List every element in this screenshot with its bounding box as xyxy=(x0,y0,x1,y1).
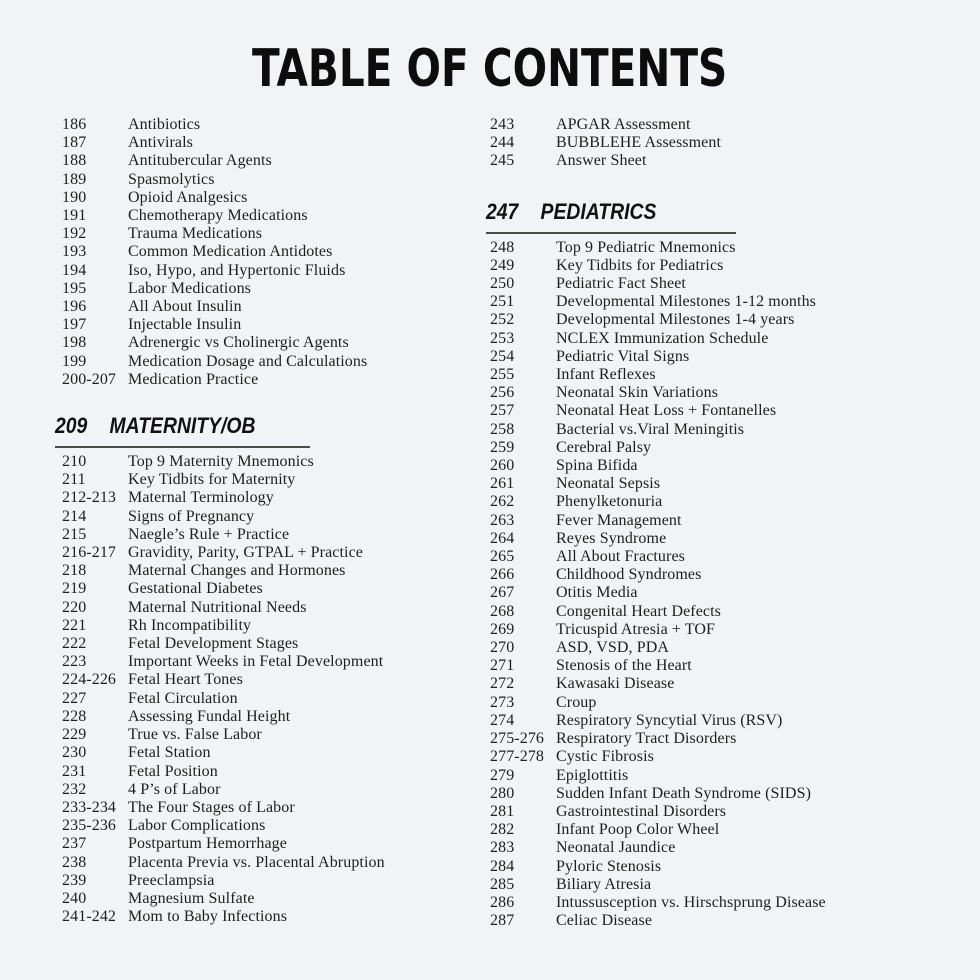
toc-entry-pages: 283 xyxy=(490,839,515,857)
toc-entry-title: Pediatric Vital Signs xyxy=(556,347,690,365)
toc-entry xyxy=(62,489,472,507)
toc-entry xyxy=(490,366,952,384)
toc-entry-pages: 219 xyxy=(62,580,87,598)
toc-entry-pages: 194 xyxy=(62,261,87,279)
toc-entry xyxy=(62,526,472,544)
toc-entry-title: Trauma Medications xyxy=(128,225,263,243)
toc-entry-title: Answer Sheet xyxy=(556,152,647,170)
toc-entry-title: Neonatal Skin Variations xyxy=(556,384,719,402)
toc-entry-title: Key Tidbits for Pediatrics xyxy=(556,256,724,274)
toc-entry-pages: 195 xyxy=(62,279,87,297)
toc-entry-title: Labor Medications xyxy=(128,279,251,297)
toc-entry-title: Developmental Milestones 1-4 years xyxy=(556,311,795,329)
toc-entry xyxy=(490,603,952,621)
toc-entry xyxy=(62,781,472,799)
toc-entry xyxy=(490,912,952,930)
toc-entry-title: Developmental Milestones 1-12 months xyxy=(556,293,817,311)
toc-entry xyxy=(490,748,952,766)
toc-entry-pages: 191 xyxy=(62,207,87,225)
toc-entry-pages: 232 xyxy=(62,780,87,798)
toc-entry-title: ASD, VSD, PDA xyxy=(556,639,670,657)
toc-entry xyxy=(62,262,472,280)
toc-entry-pages: 186 xyxy=(62,116,87,133)
toc-entry xyxy=(490,548,952,566)
toc-entry-title: Fetal Station xyxy=(128,744,211,762)
toc-entry-pages: 197 xyxy=(62,316,87,334)
toc-entry-title: Neonatal Sepsis xyxy=(556,475,661,493)
toc-entry-title: The Four Stages of Labor xyxy=(128,798,295,816)
toc-entry-pages: 214 xyxy=(62,507,87,525)
toc-entry-pages: 215 xyxy=(62,525,87,543)
toc-entry-pages: 261 xyxy=(490,475,515,493)
toc-entry-pages: 250 xyxy=(490,275,515,293)
toc-entry-pages: 264 xyxy=(490,529,515,547)
toc-entry-title: Antibiotics xyxy=(128,116,201,133)
toc-entry xyxy=(490,475,952,493)
toc-entry xyxy=(62,508,472,526)
toc-entry-title: All About Fractures xyxy=(556,548,685,566)
toc-entry xyxy=(62,171,472,189)
toc-entry-title: Gestational Diabetes xyxy=(128,580,263,598)
toc-entry-title: Infant Reflexes xyxy=(556,366,656,384)
toc-entry-title: Maternal Changes and Hormones xyxy=(128,562,346,580)
toc-entry xyxy=(490,116,952,134)
section-title: MATERNITY/OB xyxy=(109,413,256,439)
toc-entry xyxy=(62,152,472,170)
toc-entry-title: Key Tidbits for Maternity xyxy=(128,471,296,489)
toc-entry-title: Naegle’s Rule + Practice xyxy=(128,525,290,543)
toc-entry-pages: 251 xyxy=(490,293,515,311)
toc-entry-title: Respiratory Syncytial Virus (RSV) xyxy=(556,711,783,729)
toc-entry-pages: 229 xyxy=(62,726,87,744)
toc-entry xyxy=(490,493,952,511)
toc-entry-pages: 272 xyxy=(490,675,515,693)
toc-entry xyxy=(490,657,952,675)
toc-entry xyxy=(62,763,472,781)
toc-entry-title: Kawasaki Disease xyxy=(556,675,675,693)
toc-entry-pages: 211 xyxy=(62,471,86,489)
toc-entry xyxy=(62,353,472,371)
toc-entry-title: Epiglottitis xyxy=(556,766,629,784)
toc-entry xyxy=(490,512,952,530)
toc-entry xyxy=(490,530,952,548)
toc-entry-pages: 280 xyxy=(490,784,515,802)
toc-entry-title: BUBBLEHE Assessment xyxy=(556,134,722,152)
toc-entry-title: Fetal Heart Tones xyxy=(128,671,243,689)
toc-entry-pages: 212-213 xyxy=(62,489,117,507)
toc-entry-title: Celiac Disease xyxy=(556,912,653,930)
toc-entry xyxy=(490,330,952,348)
section-header-text xyxy=(55,413,279,439)
toc-entry-title: Top 9 Pediatric Mnemonics xyxy=(556,238,736,256)
toc-entry-title: Medication Practice xyxy=(128,370,259,388)
toc-entry-title: Signs of Pregnancy xyxy=(128,507,255,525)
toc-entry-title: Neonatal Heat Loss + Fontanelles xyxy=(556,402,777,420)
toc-entry-title: Injectable Insulin xyxy=(128,316,242,334)
toc-entry-pages: 255 xyxy=(490,366,515,384)
toc-entry xyxy=(490,384,952,402)
toc-entry-title: 4 P’s of Labor xyxy=(128,780,221,798)
toc-entry-title: Fetal Position xyxy=(128,762,218,780)
toc-entry-pages: 192 xyxy=(62,225,87,243)
toc-column-left xyxy=(55,116,472,926)
toc-entry-pages: 239 xyxy=(62,871,87,889)
toc-entry-title: Assessing Fundal Height xyxy=(128,707,291,725)
toc-entry-pages: 248 xyxy=(490,238,515,256)
toc-entry-title: Pyloric Stenosis xyxy=(556,857,662,875)
toc-entry-title: Postpartum Hemorrhage xyxy=(128,835,287,853)
toc-entry-pages: 235-236 xyxy=(62,817,117,835)
toc-entry xyxy=(490,821,952,839)
toc-entry-pages: 253 xyxy=(490,329,515,347)
toc-entry-title: Antitubercular Agents xyxy=(128,152,272,170)
toc-entry-title: Croup xyxy=(556,693,597,711)
toc-entry-pages: 240 xyxy=(62,889,87,907)
toc-entry-pages: 243 xyxy=(490,116,515,133)
toc-entry-pages: 223 xyxy=(62,653,87,671)
toc-entry-pages: 230 xyxy=(62,744,87,762)
toc-entry-title: Stenosis of the Heart xyxy=(556,657,692,675)
toc-entry-pages: 279 xyxy=(490,766,515,784)
toc-entry-pages: 198 xyxy=(62,334,87,352)
toc-entry-pages: 190 xyxy=(62,188,87,206)
toc-entry xyxy=(62,726,472,744)
toc-entry xyxy=(62,280,472,298)
toc-entry xyxy=(490,421,952,439)
section-page-number: 247 xyxy=(486,198,519,224)
toc-entry-pages: 218 xyxy=(62,562,87,580)
toc-entry-pages: 256 xyxy=(490,384,515,402)
toc-entry-title: Sudden Infant Death Syndrome (SIDS) xyxy=(556,784,812,802)
toc-entry xyxy=(62,799,472,817)
toc-entry xyxy=(490,730,952,748)
toc-entry-pages: 267 xyxy=(490,584,515,602)
toc-entry-title: Congenital Heart Defects xyxy=(556,602,722,620)
toc-entry-title: Biliary Atresia xyxy=(556,875,652,893)
toc-entry xyxy=(62,580,472,598)
toc-entry-title: Chemotherapy Medications xyxy=(128,207,308,225)
toc-entry xyxy=(62,854,472,872)
toc-entry-title: Neonatal Jaundice xyxy=(556,839,676,857)
toc-entry xyxy=(490,275,952,293)
toc-entry xyxy=(62,298,472,316)
toc-entry-pages: 221 xyxy=(62,616,87,634)
toc-entry-pages: 273 xyxy=(490,693,515,711)
toc-entry-pages: 231 xyxy=(62,762,87,780)
toc-entry-pages: 265 xyxy=(490,548,515,566)
toc-entry-title: Spasmolytics xyxy=(128,170,215,188)
toc-entry xyxy=(490,858,952,876)
toc-entry-pages: 270 xyxy=(490,639,515,657)
toc-entry-pages: 274 xyxy=(490,711,515,729)
toc-entry xyxy=(490,675,952,693)
toc-entry-title: Fetal Development Stages xyxy=(128,635,299,653)
toc-entry-pages: 285 xyxy=(490,875,515,893)
toc-entry-pages: 187 xyxy=(62,134,87,152)
toc-entry-pages: 284 xyxy=(490,857,515,875)
toc-entry xyxy=(490,639,952,657)
toc-column-right xyxy=(486,116,952,930)
toc-entry xyxy=(490,621,952,639)
toc-entry-title: Mom to Baby Infections xyxy=(128,908,288,926)
toc-entry-list xyxy=(490,116,952,171)
page-header xyxy=(0,0,980,99)
toc-entry-title: All About Insulin xyxy=(128,298,242,316)
toc-entry xyxy=(62,189,472,207)
toc-entry xyxy=(490,348,952,366)
toc-entry xyxy=(62,599,472,617)
toc-entry xyxy=(62,890,472,908)
toc-entry-title: Important Weeks in Fetal Development xyxy=(128,653,384,671)
toc-entry-pages: 227 xyxy=(62,689,87,707)
toc-entry-title: Cerebral Palsy xyxy=(556,438,652,456)
toc-entry-list xyxy=(62,116,472,389)
toc-entry-title: Common Medication Antidotes xyxy=(128,243,333,261)
toc-entry-title: Phenylketonuria xyxy=(556,493,663,511)
toc-entry-pages: 260 xyxy=(490,457,515,475)
toc-entry xyxy=(490,134,952,152)
section-header xyxy=(486,199,736,234)
toc-entry-pages: 196 xyxy=(62,298,87,316)
toc-entry xyxy=(490,439,952,457)
toc-entry xyxy=(62,116,472,134)
toc-entry-title: Respiratory Tract Disorders xyxy=(556,730,737,748)
toc-entry-pages: 252 xyxy=(490,311,515,329)
toc-entry xyxy=(490,152,952,170)
toc-entry-pages: 263 xyxy=(490,511,515,529)
toc-entry-title: Otitis Media xyxy=(556,584,638,602)
toc-entry xyxy=(62,371,472,389)
toc-entry xyxy=(490,894,952,912)
toc-entry-title: Infant Poop Color Wheel xyxy=(556,821,720,839)
toc-entry xyxy=(62,708,472,726)
toc-entry-pages: 257 xyxy=(490,402,515,420)
toc-entry-title: APGAR Assessment xyxy=(556,116,691,133)
toc-entry-pages: 277-278 xyxy=(490,748,545,766)
toc-entry xyxy=(490,293,952,311)
toc-entry-title: Medication Dosage and Calculations xyxy=(128,352,368,370)
toc-entry-title: Antivirals xyxy=(128,134,193,152)
toc-entry-title: Placenta Previa vs. Placental Abruption xyxy=(128,853,385,871)
toc-entry xyxy=(62,744,472,762)
toc-entry xyxy=(62,471,472,489)
toc-entry-pages: 233-234 xyxy=(62,798,117,816)
toc-entry-title: Gravidity, Parity, GTPAL + Practice xyxy=(128,544,363,562)
toc-entry-pages: 249 xyxy=(490,256,515,274)
toc-entry-title: Maternal Terminology xyxy=(128,489,274,507)
toc-entry xyxy=(490,839,952,857)
toc-entry xyxy=(62,207,472,225)
toc-entry-pages: 269 xyxy=(490,620,515,638)
toc-entry xyxy=(62,817,472,835)
toc-entry-pages: 287 xyxy=(490,912,515,930)
toc-entry xyxy=(490,876,952,894)
toc-entry xyxy=(62,872,472,890)
toc-entry xyxy=(62,243,472,261)
toc-entry-pages: 188 xyxy=(62,152,87,170)
toc-entry xyxy=(62,225,472,243)
toc-entry xyxy=(62,453,472,471)
toc-entry-pages: 220 xyxy=(62,598,87,616)
toc-entry-title: Reyes Syndrome xyxy=(556,529,667,547)
toc-entry-title: Preeclampsia xyxy=(128,871,215,889)
toc-entry-pages: 275-276 xyxy=(490,730,545,748)
toc-entry xyxy=(490,803,952,821)
toc-entry-pages: 244 xyxy=(490,134,515,152)
toc-entry-title: Pediatric Fact Sheet xyxy=(556,275,686,293)
toc-entry xyxy=(490,239,952,257)
toc-entry xyxy=(62,334,472,352)
toc-entry-pages: 262 xyxy=(490,493,515,511)
toc-entry xyxy=(62,617,472,635)
toc-entry-title: Fetal Circulation xyxy=(128,689,238,707)
toc-entry xyxy=(490,257,952,275)
toc-entry xyxy=(62,671,472,689)
toc-entry xyxy=(490,694,952,712)
toc-entry-list xyxy=(490,239,952,931)
toc-entry-title: Iso, Hypo, and Hypertonic Fluids xyxy=(128,261,346,279)
toc-entry xyxy=(490,311,952,329)
toc-entry-title: Spina Bifida xyxy=(556,457,638,475)
toc-entry-title: Intussusception vs. Hirschsprung Disease xyxy=(556,893,826,911)
section-title: PEDIATRICS xyxy=(540,198,657,224)
toc-entry-pages: 210 xyxy=(62,453,87,471)
toc-entry xyxy=(62,653,472,671)
toc-entry-title: NCLEX Immunization Schedule xyxy=(556,329,769,347)
toc-entry-pages: 237 xyxy=(62,835,87,853)
toc-entry xyxy=(62,908,472,926)
toc-entry-pages: 258 xyxy=(490,420,515,438)
toc-entry-title: Fever Management xyxy=(556,511,682,529)
toc-entry-title: Bacterial vs.Viral Meningitis xyxy=(556,420,745,438)
toc-entry-pages: 266 xyxy=(490,566,515,584)
page-title: TABLE OF CONTENTS xyxy=(252,39,728,99)
toc-entry-pages: 238 xyxy=(62,853,87,871)
toc-entry-title: Magnesium Sulfate xyxy=(128,889,255,907)
toc-entry-title: Adrenergic vs Cholinergic Agents xyxy=(128,334,349,352)
toc-entry xyxy=(62,635,472,653)
toc-entry xyxy=(490,712,952,730)
toc-entry-pages: 189 xyxy=(62,170,87,188)
toc-entry-pages: 200-207 xyxy=(62,370,117,388)
toc-entry xyxy=(62,316,472,334)
section-page-number: 209 xyxy=(55,413,88,439)
toc-entry-pages: 259 xyxy=(490,438,515,456)
toc-entry-pages: 228 xyxy=(62,707,87,725)
toc-entry xyxy=(490,402,952,420)
toc-entry-title: Cystic Fibrosis xyxy=(556,748,654,766)
toc-entry xyxy=(490,457,952,475)
toc-entry-list xyxy=(62,453,472,926)
toc-entry-pages: 222 xyxy=(62,635,87,653)
toc-entry-pages: 281 xyxy=(490,802,515,820)
toc-entry-title: Top 9 Maternity Mnemonics xyxy=(128,453,314,471)
toc-entry xyxy=(62,544,472,562)
toc-entry-title: Opioid Analgesics xyxy=(128,188,248,206)
toc-entry-pages: 199 xyxy=(62,352,87,370)
toc-entry xyxy=(490,584,952,602)
toc-entry xyxy=(490,785,952,803)
toc-entry xyxy=(62,835,472,853)
toc-entry xyxy=(62,134,472,152)
toc-entry-pages: 245 xyxy=(490,152,515,170)
section-header xyxy=(55,413,310,448)
toc-entry-pages: 271 xyxy=(490,657,515,675)
toc-entry-title: Childhood Syndromes xyxy=(556,566,702,584)
toc-entry-title: Labor Complications xyxy=(128,817,266,835)
toc-entry-title: True vs. False Labor xyxy=(128,726,262,744)
toc-entry-pages: 282 xyxy=(490,821,515,839)
toc-entry-pages: 254 xyxy=(490,347,515,365)
toc-entry-title: Maternal Nutritional Needs xyxy=(128,598,307,616)
toc-entry-pages: 193 xyxy=(62,243,87,261)
toc-entry-pages: 268 xyxy=(490,602,515,620)
toc-entry xyxy=(490,767,952,785)
toc-entry-title: Rh Incompatibility xyxy=(128,616,252,634)
toc-entry-pages: 216-217 xyxy=(62,544,117,562)
toc-entry-title: Gastrointestinal Disorders xyxy=(556,802,727,820)
toc-entry xyxy=(62,690,472,708)
toc-entry xyxy=(62,562,472,580)
toc-entry-title: Tricuspid Atresia + TOF xyxy=(556,620,716,638)
toc-entry xyxy=(490,566,952,584)
toc-entry-pages: 286 xyxy=(490,893,515,911)
section-header-text xyxy=(486,199,706,225)
toc-entry-pages: 224-226 xyxy=(62,671,117,689)
toc-entry-pages: 241-242 xyxy=(62,908,117,926)
